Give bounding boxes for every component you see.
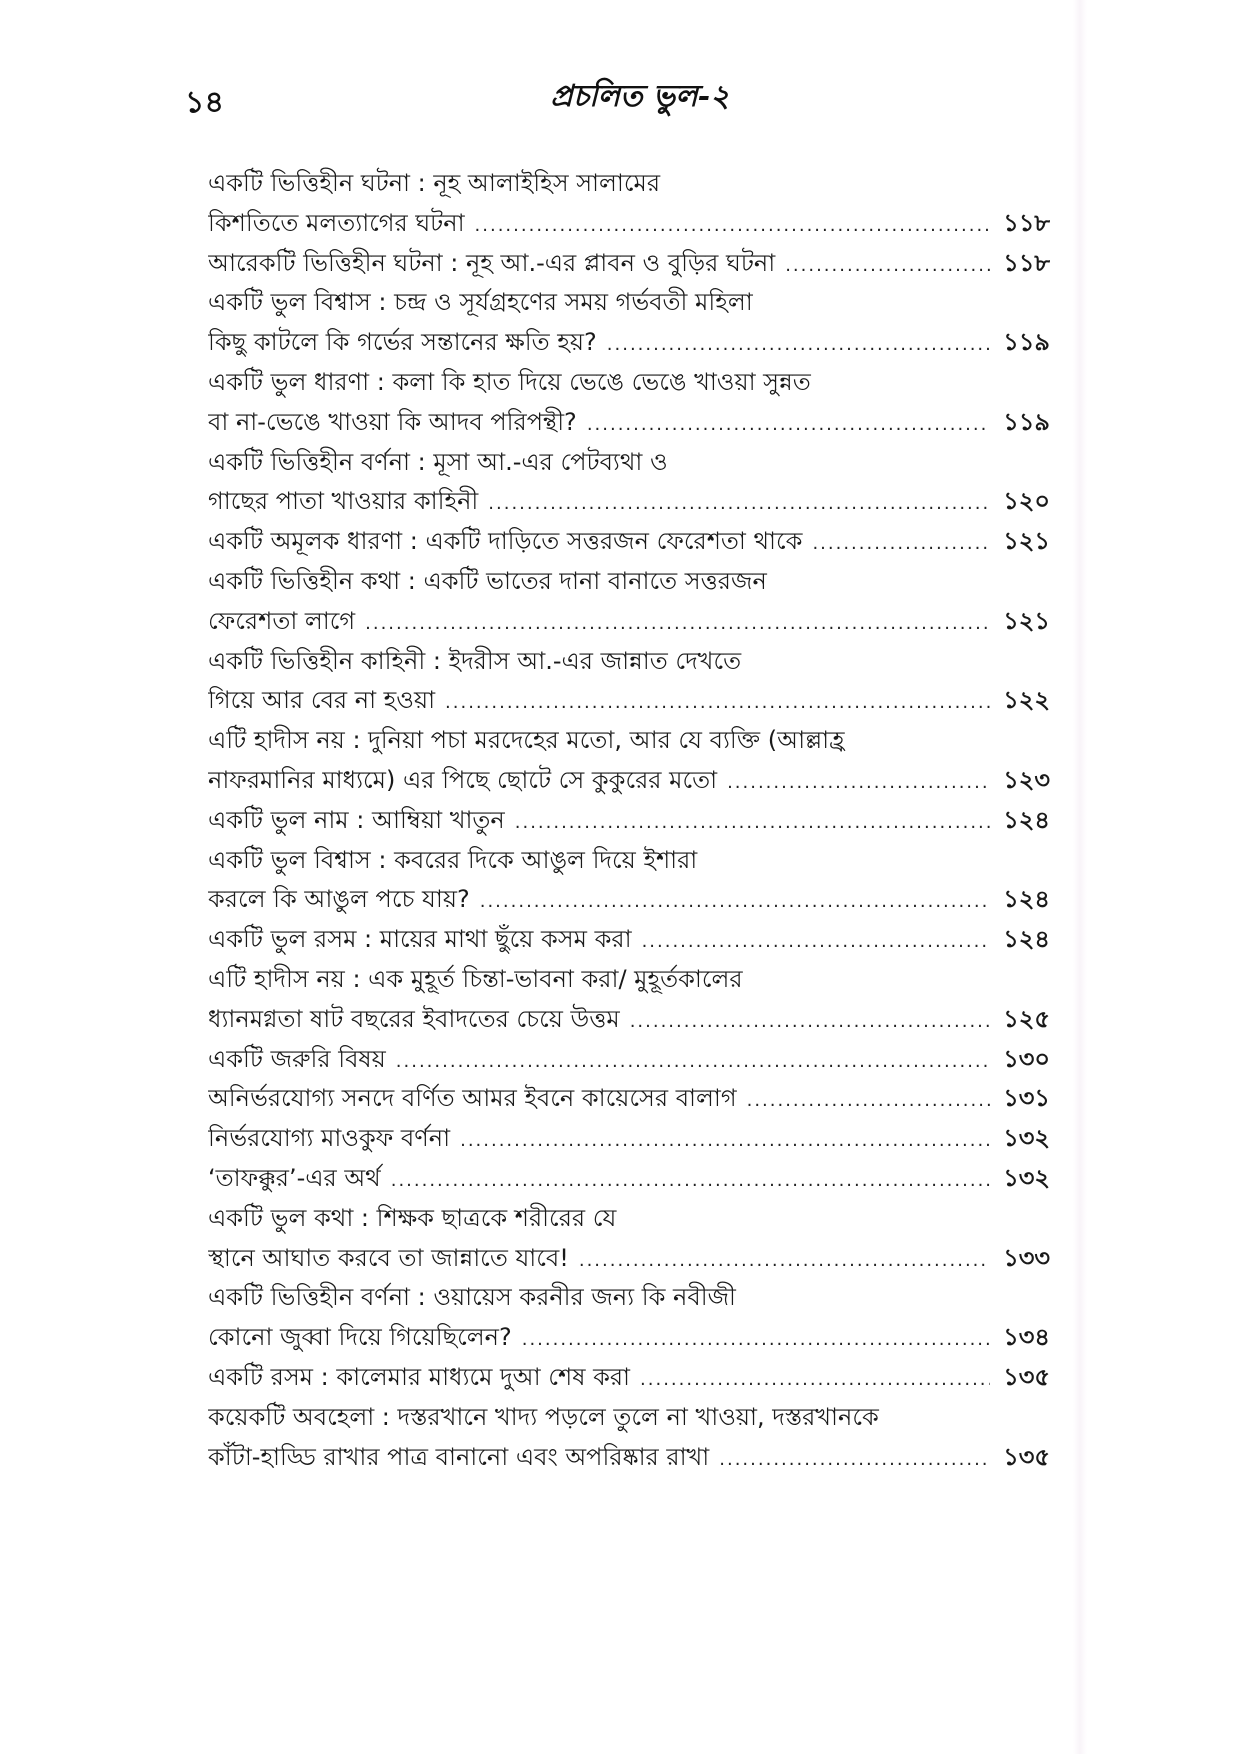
toc-entry — [208, 880, 1050, 920]
toc-entry-title: একটি রসম : কালেমার মাধ্যমে দুআ শেষ করা — [208, 1362, 631, 1391]
toc-entry-title: একটি ভিত্তিহীন বর্ণনা : মূসা আ.-এর পেটব্যথা ও — [208, 447, 668, 476]
dot-leader — [630, 1002, 990, 1040]
toc-entry-title: কিছু কাটলে কি গর্ভের সন্তানের ক্ষতি হয়? — [208, 328, 597, 357]
toc-entry — [208, 1358, 1050, 1398]
toc-entry-title: একটি অমূলক ধারণা : একটি দাড়িতে সত্তরজন ফেরেশতা থাকে — [208, 527, 803, 556]
toc-entry-page: ১৩২ — [1003, 1124, 1050, 1153]
toc-entry-title: গাছের পাতা খাওয়ার কাহিনী — [208, 487, 479, 516]
toc-entry-title: আরেকটি ভিত্তিহীন ঘটনা : নূহ আ.-এর প্লাবন ও বুড়ির ঘটনা — [208, 248, 776, 277]
toc-entry-title: একটি ভুল কথা : শিক্ষক ছাত্রকে শরীরের যে — [208, 1203, 617, 1232]
dot-leader — [579, 1241, 990, 1279]
toc-entry-title: একটি ভুল নাম : আম্বিয়া খাতুন — [208, 805, 505, 834]
toc-entry — [208, 920, 1050, 960]
toc-entry-page: ১৩৫ — [1003, 1362, 1050, 1391]
dot-leader — [747, 1081, 990, 1119]
toc-entry-page: ১৩৫ — [1003, 1442, 1050, 1471]
toc-entry-page: ১২৪ — [1003, 805, 1050, 834]
toc-entry-title: কোনো জুব্বা দিয়ে গিয়েছিলেন? — [208, 1323, 512, 1352]
toc-entry — [208, 761, 1050, 801]
dot-leader — [488, 484, 990, 522]
toc-entry — [208, 960, 1050, 1000]
toc-entry — [208, 443, 1050, 483]
toc-entry-title: গিয়ে আর বের না হওয়া — [208, 686, 436, 715]
toc-entry — [208, 323, 1050, 363]
toc-entry-title: ফেরেশতা লাগে — [208, 606, 356, 635]
toc-entry-title: বা না-ভেঙে খাওয়া কি আদব পরিপন্থী? — [208, 407, 577, 436]
toc-entry-title: করলে কি আঙুল পচে যায়? — [208, 885, 470, 914]
dot-leader — [785, 246, 990, 284]
toc-entry-page: ১৩১ — [1003, 1084, 1050, 1113]
toc-entry-title: স্থানে আঘাত করবে তা জান্নাতে যাবে! — [208, 1243, 569, 1272]
toc-entry-page: ১২৩ — [1003, 765, 1050, 794]
toc-entry-page: ১১৮ — [1003, 208, 1050, 237]
dot-leader — [475, 206, 990, 244]
dot-leader — [719, 1440, 990, 1478]
toc-entry — [208, 1239, 1050, 1279]
toc-entry — [208, 363, 1050, 403]
toc-entry-title: কিশতিতে মলত্যাগের ঘটনা — [208, 208, 465, 237]
toc-entry-title: একটি ভুল বিশ্বাস : চন্দ্র ও সূর্যগ্রহণের সময় গর্ভবতী মহিলা — [208, 288, 753, 317]
toc-entry — [208, 562, 1050, 602]
toc-entry-title: একটি ভিত্তিহীন বর্ণনা : ওয়ায়েস করনীর জন্য কি নবীজী — [208, 1283, 736, 1312]
toc-entry — [208, 204, 1050, 244]
toc-entry-title: ধ্যানমগ্নতা ষাট বছরের ইবাদতের চেয়ে উত্তম — [208, 1004, 620, 1033]
toc-entry — [208, 1000, 1050, 1040]
dot-leader — [445, 683, 990, 721]
toc-entry-page: ১২৪ — [1003, 885, 1050, 914]
toc-entry — [208, 1119, 1050, 1159]
dot-leader — [480, 882, 990, 920]
toc-entry — [208, 1079, 1050, 1119]
toc-entry — [208, 1438, 1050, 1478]
toc-entry — [208, 602, 1050, 642]
toc-entry-title: একটি ভিত্তিহীন ঘটনা : নূহ আলাইহিস সালামের — [208, 169, 661, 197]
dot-leader — [642, 922, 990, 960]
toc-entry-title: এটি হাদীস নয় : এক মুহূর্ত চিন্তা-ভাবনা করা/ মুহূর্তকালের — [208, 964, 743, 993]
running-title: প্রচলিত ভুল-২ — [550, 79, 730, 114]
toc-entry — [208, 1278, 1050, 1318]
toc-entry — [208, 164, 1050, 204]
toc-entry-title: একটি ভুল রসম : মায়ের মাথা ছুঁয়ে কসম করা — [208, 925, 632, 954]
dot-leader — [365, 604, 990, 642]
toc-entry — [208, 681, 1050, 721]
toc-entry — [208, 1199, 1050, 1239]
toc-entry — [208, 801, 1050, 841]
toc-entry-title: একটি ভুল বিশ্বাস : কবরের দিকে আঙুল দিয়ে ইশারা — [208, 845, 698, 874]
dot-leader — [587, 405, 990, 443]
toc-entry-title: একটি ভুল ধারণা : কলা কি হাত দিয়ে ভেঙে ভেঙে খাওয়া সুন্নত — [208, 367, 811, 396]
page-fold-shadow — [1073, 0, 1087, 1754]
toc-entry-page: ১১৯ — [1003, 407, 1050, 436]
toc-entry — [208, 522, 1050, 562]
toc-entry — [208, 721, 1050, 761]
dot-leader — [812, 524, 990, 562]
toc-entry — [208, 403, 1050, 443]
toc-entry-title: একটি ভিত্তিহীন কাহিনী : ইদরীস আ.-এর জান্নাত দেখতে — [208, 646, 742, 675]
toc-entry-title: কাঁটা-হাড্ডি রাখার পাত্র বানানো এবং অপরিষ্কার রাখা — [208, 1442, 710, 1471]
dot-leader — [515, 803, 990, 841]
toc-entry — [208, 482, 1050, 522]
toc-entry-page: ১১৯ — [1003, 328, 1050, 357]
dot-leader — [460, 1121, 990, 1159]
toc-entry-page: ১৩২ — [1003, 1163, 1050, 1192]
toc-entry-page: ১২৫ — [1003, 1004, 1050, 1033]
dot-leader — [727, 763, 990, 801]
page-number: ১৪ — [185, 85, 224, 120]
toc-entry-title: একটি জরুরি বিষয় — [208, 1044, 386, 1073]
toc-entry — [208, 1159, 1050, 1199]
toc-entry-page: ১২০ — [1003, 487, 1050, 516]
toc-entry — [208, 244, 1050, 284]
toc-entry-page: ১১৮ — [1003, 248, 1050, 277]
toc-entry — [208, 1040, 1050, 1080]
dot-leader — [640, 1360, 990, 1398]
toc-entry — [208, 283, 1050, 323]
toc-entry-page: ১২১ — [1003, 527, 1050, 556]
toc-entry — [208, 1398, 1050, 1438]
toc-entry-title: একটি ভিত্তিহীন কথা : একটি ভাতের দানা বানাতে সত্তরজন — [208, 566, 767, 595]
toc-entry-title: ‘তাফক্কুর’-এর অর্থ — [208, 1163, 381, 1192]
table-of-contents — [208, 164, 1050, 1477]
dot-leader — [607, 325, 990, 363]
toc-entry-title: কয়েকটি অবহেলা : দস্তরখানে খাদ্য পড়লে তুলে না খাওয়া, দস্তরখানকে — [208, 1402, 879, 1431]
toc-entry-page: ১২২ — [1003, 686, 1050, 715]
toc-entry-page: ১৩৪ — [1003, 1323, 1050, 1352]
toc-entry-page: ১২৪ — [1003, 925, 1050, 954]
toc-entry-title: এটি হাদীস নয় : দুনিয়া পচা মরদেহের মতো, আর যে ব্যক্তি (আল্লাহ্র — [208, 726, 845, 755]
toc-entry — [208, 642, 1050, 682]
toc-entry-title: অনির্ভরযোগ্য সনদে বর্ণিত আমর ইবনে কায়েসের বালাগ — [208, 1084, 737, 1113]
toc-entry-title: নাফরমানির মাধ্যমে) এর পিছে ছোটে সে কুকুরের মতো — [208, 765, 718, 794]
dot-leader — [391, 1161, 990, 1199]
toc-entry — [208, 1318, 1050, 1358]
toc-entry-title: নির্ভরযোগ্য মাওকুফ বর্ণনা — [208, 1124, 451, 1153]
dot-leader — [396, 1042, 990, 1080]
toc-entry-page: ১৩০ — [1003, 1044, 1050, 1073]
toc-entry-page: ১৩৩ — [1003, 1243, 1050, 1272]
toc-entry — [208, 841, 1050, 881]
dot-leader — [522, 1320, 990, 1358]
toc-entry-page: ১২১ — [1003, 606, 1050, 635]
